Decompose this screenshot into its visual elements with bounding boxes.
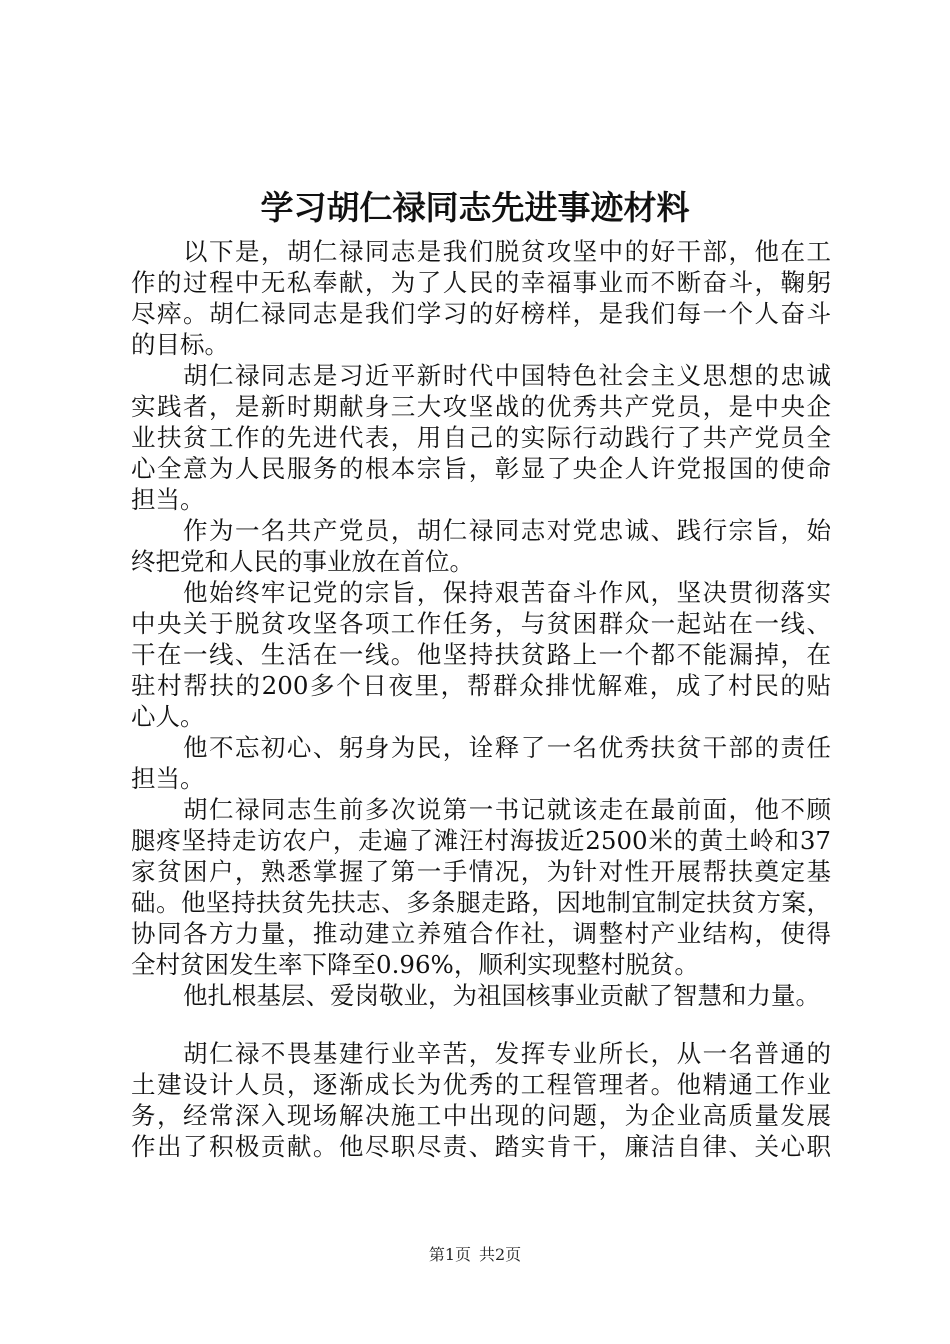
paragraph-8-line-3: 务，经常深入现场解决施工中出现的问题，为企业高质量发展 — [131, 1101, 831, 1130]
paragraph-1-line-2: 作的过程中无私奉献，为了人民的幸福事业而不断奋斗，鞠躬 — [131, 268, 831, 297]
paragraph-6-line-5: 协同各方力量，推动建立养殖合作社，调整村产业结构，使得 — [131, 919, 831, 948]
paragraph-6-line-2: 腿疼坚持走访农户，走遍了滩汪村海拔近2500米的黄土岭和37 — [131, 826, 831, 855]
paragraph-6-line-4: 础。他坚持扶贫先扶志、多条腿走路，因地制宜制定扶贫方案， — [131, 888, 831, 917]
paragraph-8-line-2: 土建设计人员，逐渐成长为优秀的工程管理者。他精通工作业 — [131, 1070, 831, 1099]
paragraph-4-line-1: 他始终牢记党的宗旨，保持艰苦奋斗作风，坚决贯彻落实 — [183, 578, 831, 607]
page-number: 第1页 — [428, 1245, 471, 1264]
paragraph-6-line-1: 胡仁禄同志生前多次说第一书记就该走在最前面，他不顾 — [183, 795, 831, 824]
paragraph-2-line-1: 胡仁禄同志是习近平新时代中国特色社会主义思想的忠诚 — [183, 361, 831, 390]
paragraph-7-line-1: 他扎根基层、爱岗敬业，为祖国核事业贡献了智慧和力量。 — [183, 981, 820, 1010]
paragraph-4-line-4: 驻村帮扶的200多个日夜里，帮群众排忧解难，成了村民的贴 — [131, 671, 831, 700]
page-total: 共2页 — [479, 1245, 522, 1264]
paragraph-4-line-2: 中央关于脱贫攻坚各项工作任务，与贫困群众一起站在一线、 — [131, 609, 831, 638]
page-title: 学习胡仁禄同志先进事迹材料 — [260, 188, 690, 227]
paragraph-6-line-3: 家贫困户，熟悉掌握了第一手情况，为针对性开展帮扶奠定基 — [131, 857, 831, 886]
paragraph-1-line-1: 以下是，胡仁禄同志是我们脱贫攻坚中的好干部，他在工 — [183, 237, 831, 266]
paragraph-8-line-1: 胡仁禄不畏基建行业辛苦，发挥专业所长，从一名普通的 — [183, 1039, 831, 1068]
paragraph-1-line-4: 的目标。 — [131, 330, 229, 359]
document-body — [131, 236, 831, 1162]
paragraph-2-line-3: 业扶贫工作的先进代表，用自己的实际行动践行了共产党员全 — [131, 423, 831, 452]
paragraph-4-line-3: 干在一线、生活在一线。他坚持扶贫路上一个都不能漏掉，在 — [131, 640, 831, 669]
page-footer — [0, 1244, 950, 1266]
paragraph-2-line-4: 心全意为人民服务的根本宗旨，彰显了央企人许党报国的使命 — [131, 454, 831, 483]
paragraph-8-line-4: 作出了积极贡献。他尽职尽责、踏实肯干，廉洁自律、关心职 — [131, 1132, 831, 1161]
paragraph-3-line-1: 作为一名共产党员，胡仁禄同志对党忠诚、践行宗旨，始 — [183, 516, 831, 545]
paragraph-3-line-2: 终把党和人民的事业放在首位。 — [131, 547, 474, 576]
paragraph-gap — [131, 1011, 831, 1038]
paragraph-2-line-2: 实践者，是新时期献身三大攻坚战的优秀共产党员，是中央企 — [131, 392, 831, 421]
paragraph-5-line-2: 担当。 — [131, 764, 205, 793]
paragraph-2-line-5: 担当。 — [131, 485, 205, 514]
paragraph-5-line-1: 他不忘初心、躬身为民，诠释了一名优秀扶贫干部的责任 — [183, 733, 831, 762]
paragraph-4-line-5: 心人。 — [131, 702, 205, 731]
paragraph-6-line-6: 全村贫困发生率下降至0.96%，顺利实现整村脱贫。 — [131, 950, 699, 979]
paragraph-1-line-3: 尽瘁。胡仁禄同志是我们学习的好榜样，是我们每一个人奋斗 — [131, 299, 831, 328]
